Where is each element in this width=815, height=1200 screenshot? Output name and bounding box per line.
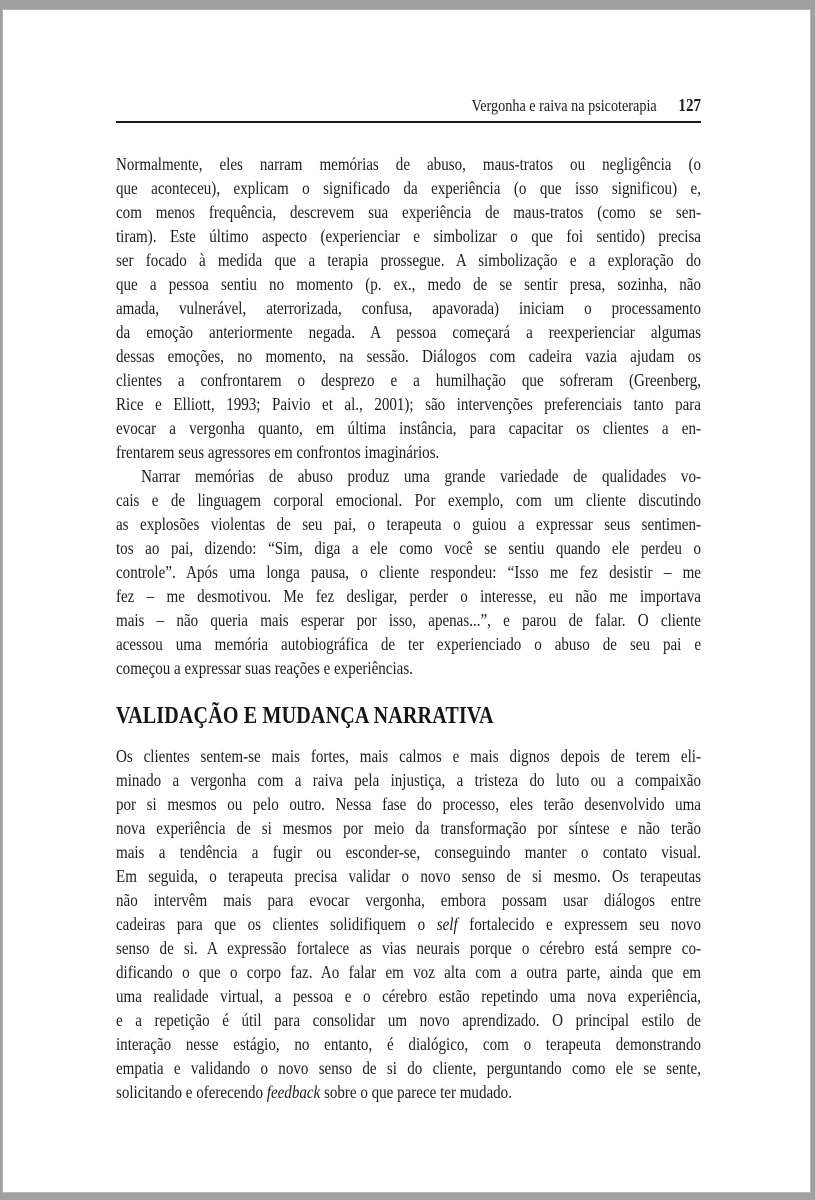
text-line: dessas emoções, no momento, na sessão. Diálogos com cadeira vazia ajudam os <box>116 346 701 366</box>
text-line: frentarem seus agressores em confrontos imaginários. <box>116 442 440 462</box>
text-line: com menos frequência, descrevem sua experiência de maus-tratos (como se sen- <box>116 202 701 222</box>
text-line: as explosões violentas de seu pai, o terapeuta o guiou a expressar seus sentimen- <box>116 514 701 534</box>
text-line: nova experiência de si mesmos por meio da transformação por síntese e não terão <box>116 818 701 838</box>
text-line: interação nesse estágio, no entanto, é dialógico, com o terapeuta demonstrando <box>116 1034 701 1054</box>
text-line: mais – não queria mais esperar por isso, apenas...”, e parou de falar. O cliente <box>116 610 701 630</box>
content-area <box>116 94 701 1104</box>
text-line: Os clientes sentem-se mais fortes, mais calmos e mais dignos depois de terem eli- <box>116 746 701 766</box>
text-column <box>116 10 701 1104</box>
book-page <box>2 9 811 1193</box>
text-line: e a repetição é útil para consolidar um novo aprendizado. O principal estilo de <box>116 1010 701 1030</box>
paragraph <box>116 744 701 1104</box>
text-line: clientes a confrontarem o desprezo e a humilhação que sofreram (Greenberg, <box>116 370 701 390</box>
text-line: por si mesmos ou pelo outro. Nessa fase do processo, eles terão desenvolvido uma <box>116 794 701 814</box>
text-line: não intervêm mais para evocar vergonha, embora possam usar diálogos entre <box>116 890 701 910</box>
header-rule <box>116 121 701 123</box>
text-line: começou a expressar suas reações e experiências. <box>116 658 413 678</box>
section-heading: VALIDAÇÃO E MUDANÇA NARRATIVA <box>116 703 494 729</box>
paragraph <box>116 152 701 464</box>
text-line: amada, vulnerável, aterrorizada, confusa, apavorada) iniciam o processamento <box>116 298 701 318</box>
text-line: que aconteceu), explicam o significado da experiência (o que isso significou) e, <box>116 178 701 198</box>
text-line: minado a vergonha com a raiva pela injustiça, a tristeza do luto ou a compaixão <box>116 770 701 790</box>
paragraph <box>116 464 701 680</box>
text-line: dificando o que o corpo faz. Ao falar em voz alta com a outra parte, ainda que em <box>116 962 701 982</box>
text-line: Normalmente, eles narram memórias de abuso, maus-tratos ou negligência (o <box>116 154 701 174</box>
text-line: acessou uma memória autobiográfica de ter experienciado o abuso de seu pai e <box>116 634 701 654</box>
text-line: tiram). Este último aspecto (experienciar e simbolizar o que foi sentido) precisa <box>116 226 701 246</box>
text-line: tos ao pai, dizendo: “Sim, diga a ele como você se sentiu quando ele perdeu o <box>116 538 701 558</box>
text-line: cadeiras para que os clientes solidifiquem o self fortalecido e expressem seu novo <box>116 914 701 934</box>
text-line: uma realidade virtual, a pessoa e o cérebro estão repetindo uma nova experiência, <box>116 986 701 1006</box>
text-line: ser focado à medida que a terapia prossegue. A simbolização e a exploração do <box>116 250 701 270</box>
text-line: empatia e validando o novo senso de si do cliente, perguntando como ele se sente, <box>116 1058 701 1078</box>
text-line: Em seguida, o terapeuta precisa validar o novo senso de si mesmo. Os terapeutas <box>116 866 701 886</box>
text-line: que a pessoa sentiu no momento (p. ex., medo de se sentir presa, sozinha, não <box>116 274 701 294</box>
text-line: cais e de linguagem corporal emocional. Por exemplo, com um cliente discutindo <box>116 490 701 510</box>
text-line: solicitando e oferecendo feedback sobre o que parece ter mudado. <box>116 1082 512 1102</box>
text-line: da emoção anteriormente negada. A pessoa começará a reexperienciar algumas <box>116 322 701 342</box>
page-header <box>116 94 701 117</box>
text-line: senso de si. A expressão fortalece as vias neurais porque o cérebro está sempre co- <box>116 938 701 958</box>
page-number: 127 <box>678 95 701 115</box>
text-flow <box>116 152 701 1104</box>
text-line: controle”. Após uma longa pausa, o cliente respondeu: “Isso me fez desistir – me <box>116 562 701 582</box>
text-line: Narrar memórias de abuso produz uma grande variedade de qualidades vo- <box>141 466 701 486</box>
text-line: Rice e Elliott, 1993; Paivio et al., 2001); são intervenções preferenciais tanto para <box>116 394 701 414</box>
text-line: fez – me desmotivou. Me fez desligar, perder o interesse, eu não me importava <box>116 586 701 606</box>
text-line: evocar a vergonha quanto, em última instância, para capacitar os clientes a en- <box>116 418 701 438</box>
text-line: mais a tendência a fugir ou esconder-se, conseguindo manter o contato visual. <box>116 842 701 862</box>
running-title: Vergonha e raiva na psicoterapia <box>471 96 657 115</box>
